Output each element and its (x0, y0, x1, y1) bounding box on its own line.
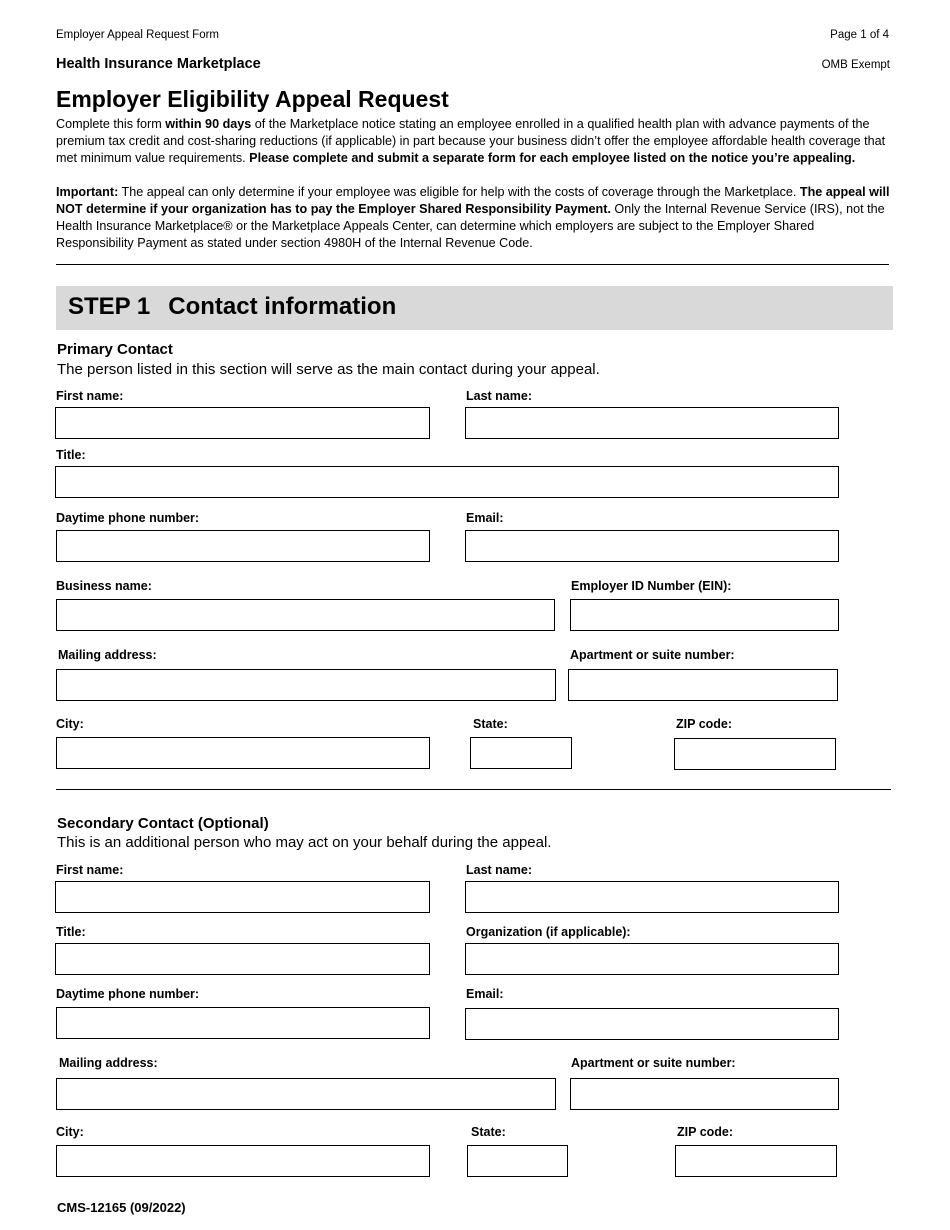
first-name-label: First name: (56, 863, 124, 877)
zip-label: ZIP code: (676, 717, 733, 731)
secondary-state-input[interactable] (467, 1145, 568, 1177)
intro-deadline: within 90 days (165, 117, 252, 131)
last-name-label: Last name: (466, 863, 532, 877)
secondary-mailing-address-input[interactable] (56, 1078, 556, 1110)
email-label: Email: (466, 987, 504, 1001)
business-name-label: Business name: (56, 579, 152, 593)
secondary-last-name-input[interactable] (465, 881, 839, 913)
phone-label: Daytime phone number: (56, 987, 200, 1001)
organization-label: Organization (if applicable): (466, 925, 631, 939)
secondary-email-input[interactable] (465, 1008, 839, 1040)
state-label: State: (473, 717, 508, 731)
step-name: Contact information (168, 293, 397, 320)
secondary-apartment-input[interactable] (570, 1078, 839, 1110)
divider (56, 264, 889, 265)
city-label: City: (56, 1125, 84, 1139)
email-label: Email: (466, 511, 504, 525)
primary-title-input[interactable] (55, 466, 839, 498)
primary-first-name-input[interactable] (55, 407, 430, 439)
form-name: Employer Appeal Request Form (56, 29, 219, 41)
mailing-address-label: Mailing address: (59, 1056, 158, 1070)
apartment-label: Apartment or suite number: (571, 1056, 736, 1070)
primary-last-name-input[interactable] (465, 407, 839, 439)
important-bold-text: The appeal will NOT determine if your organization has to pay the Employer Shared Responsibility Payment. (56, 185, 890, 216)
secondary-zip-input[interactable] (675, 1145, 837, 1177)
primary-apartment-input[interactable] (568, 669, 838, 701)
secondary-organization-input[interactable] (465, 943, 839, 975)
secondary-contact-description: This is an additional person who may act on your behalf during the appeal. (57, 834, 552, 851)
intro-text-cont: of the Marketplace notice stating an employee enrolled in a qualified health plan with advance payments of the premium tax credit and cost-sharing reductions (if applicable) in part because your business didn’t offer the employee affordable health coverage that met minimum value requirements. (56, 117, 886, 165)
intro-paragraph (56, 116, 894, 167)
title-label: Title: (56, 448, 86, 462)
primary-zip-input[interactable] (674, 738, 836, 770)
ein-label: Employer ID Number (EIN): (571, 579, 732, 593)
form-number: CMS-12165 (09/2022) (57, 1200, 186, 1215)
step-header (56, 286, 893, 330)
primary-ein-input[interactable] (570, 599, 839, 631)
important-text: The appeal can only determine if your employee was eligible for help with the costs of coverage through the Marketplace. (118, 185, 800, 199)
important-text-cont: Only the Internal Revenue Service (IRS), not the Health Insurance Marketplace® or the Marketplace Appeals Center, can determine which employers are subject to the Employer Shared Responsibility Payment as stated under section 4980H of the Internal Revenue Code. (56, 202, 885, 250)
intro-text: Complete this form (56, 117, 166, 131)
section-divider (56, 789, 891, 790)
omb-status: OMB Exempt (821, 59, 890, 71)
secondary-phone-input[interactable] (56, 1007, 430, 1039)
mailing-address-label: Mailing address: (58, 648, 157, 662)
primary-business-name-input[interactable] (56, 599, 555, 631)
primary-phone-input[interactable] (56, 530, 430, 562)
primary-contact-heading: Primary Contact (57, 341, 173, 358)
intro-instruction: Please complete and submit a separate form for each employee listed on the notice you’re appealing. (249, 151, 856, 165)
first-name-label: First name: (56, 389, 124, 403)
secondary-title-input[interactable] (55, 943, 430, 975)
last-name-label: Last name: (466, 389, 532, 403)
phone-label: Daytime phone number: (56, 511, 200, 525)
title-label: Title: (56, 925, 86, 939)
important-paragraph (56, 184, 894, 252)
agency-name: Health Insurance Marketplace (56, 56, 261, 72)
page-number: Page 1 of 4 (830, 29, 889, 41)
primary-email-input[interactable] (465, 530, 839, 562)
primary-city-input[interactable] (56, 737, 430, 769)
primary-state-input[interactable] (470, 737, 572, 769)
important-label: Important: (56, 185, 119, 199)
state-label: State: (471, 1125, 506, 1139)
primary-contact-description: The person listed in this section will serve as the main contact during your appeal. (57, 361, 600, 378)
primary-mailing-address-input[interactable] (56, 669, 556, 701)
apartment-label: Apartment or suite number: (570, 648, 735, 662)
page-title: Employer Eligibility Appeal Request (56, 86, 449, 112)
step-number: STEP 1 (68, 293, 151, 320)
city-label: City: (56, 717, 84, 731)
zip-label: ZIP code: (677, 1125, 734, 1139)
secondary-city-input[interactable] (56, 1145, 430, 1177)
secondary-contact-heading: Secondary Contact (Optional) (57, 815, 269, 832)
step-title (68, 293, 396, 321)
secondary-first-name-input[interactable] (55, 881, 430, 913)
